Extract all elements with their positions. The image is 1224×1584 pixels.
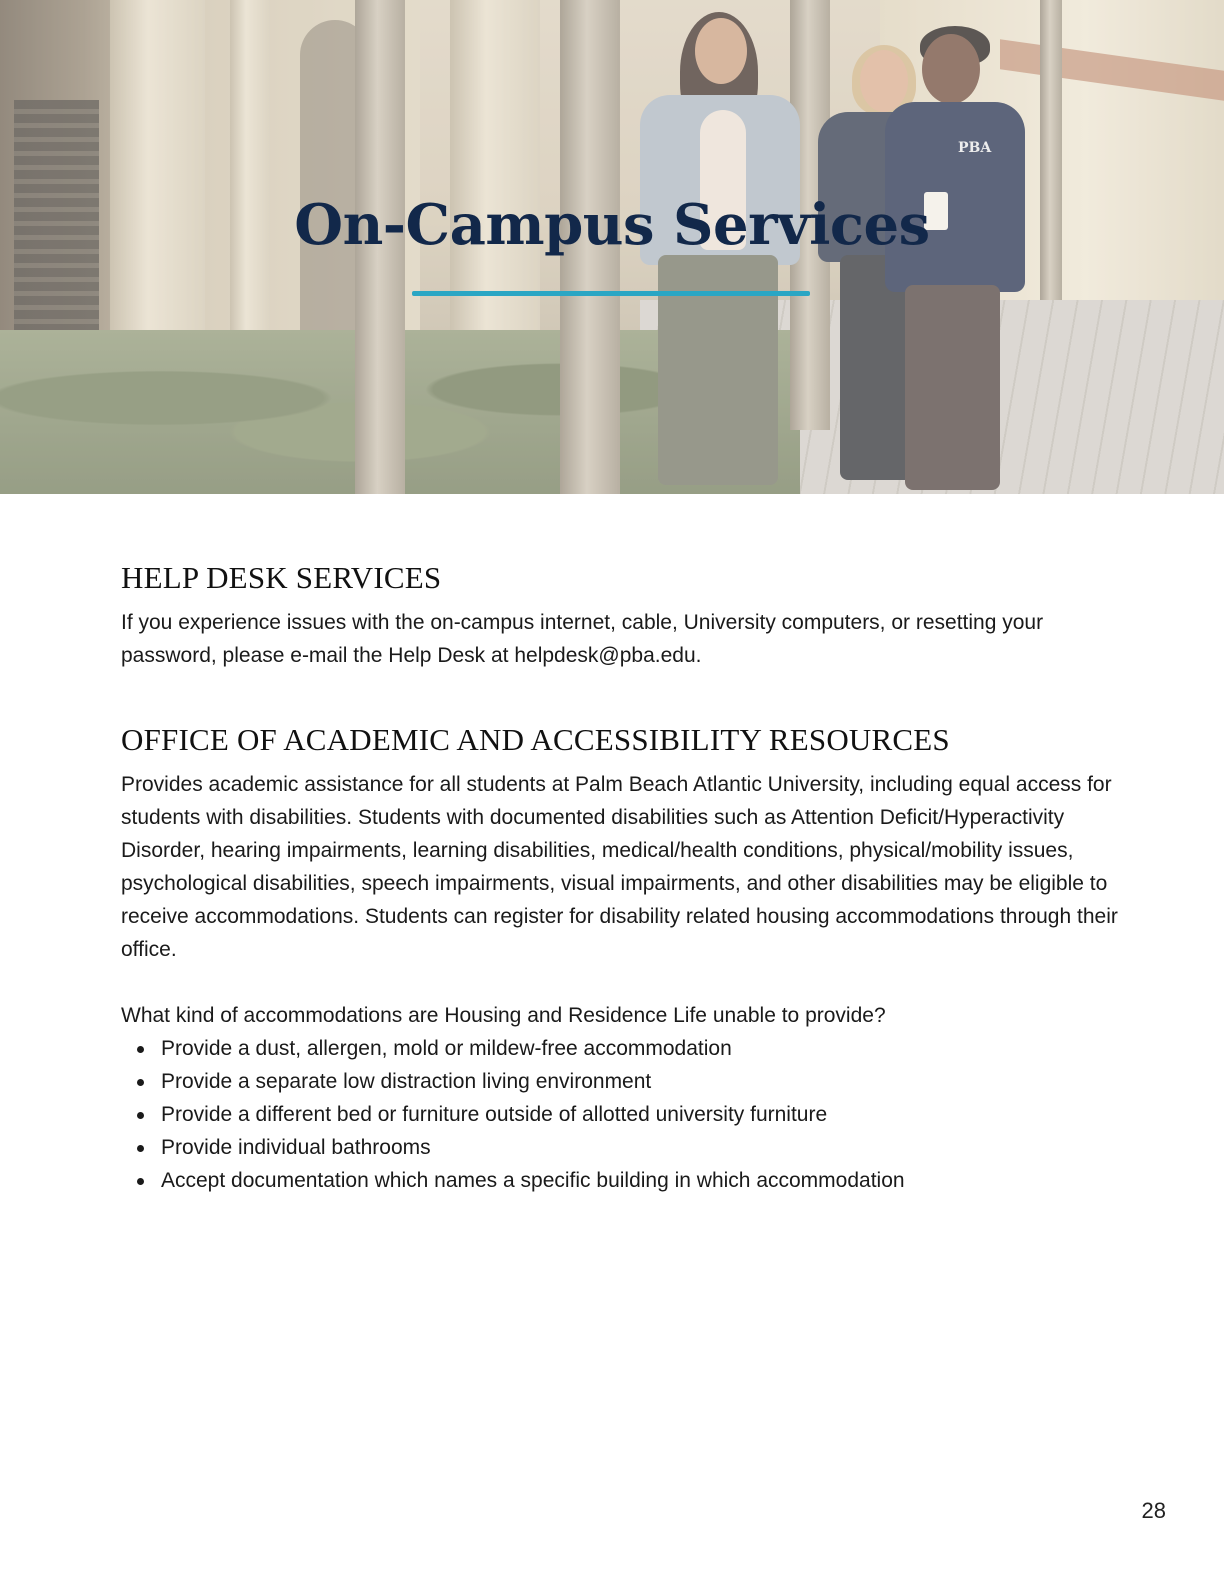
bullet-icon [137, 1112, 144, 1119]
bullet-icon [137, 1145, 144, 1152]
accommodations-question: What kind of accommodations are Housing and Residence Life unable to provide? [121, 1004, 886, 1027]
list-item-text: Provide a separate low distraction living environment [161, 1070, 652, 1093]
title-underline [412, 291, 810, 296]
page-number: 28 [1141, 1498, 1166, 1523]
section-paragraph: If you experience issues with the on-campus internet, cable, University computers, or resetting your password, please e-mail the Help Desk at helpdesk@pba.edu. [121, 611, 1044, 667]
shirt-logo-text: PBA [958, 140, 992, 156]
accessibility-section [121, 722, 1121, 1197]
list-item-text: Provide individual bathrooms [161, 1136, 431, 1159]
list-item [121, 1164, 1121, 1197]
bullet-icon [137, 1046, 144, 1053]
page-title: On-Campus Services [294, 192, 930, 258]
section-heading: OFFICE OF ACADEMIC AND ACCESSIBILITY RESOURCES [121, 722, 950, 757]
bullet-icon [137, 1178, 144, 1185]
list-item [121, 1065, 1121, 1098]
list-item [121, 1032, 1121, 1065]
help-desk-section [121, 560, 1121, 672]
list-item-text: Provide a different bed or furniture outside of allotted university furniture [161, 1103, 828, 1126]
bullet-icon [137, 1079, 144, 1086]
section-paragraph: Provides academic assistance for all students at Palm Beach Atlantic University, including equal access for students with disabilities. Students with documented disabilities such as Attention Deficit/Hyperactivity Disorder, hearing impairments, learning disabilities, medical/health conditions, physical/mobility issues, psychological disabilities, speech impairments, visual impairments, and other disabilities may be eligible to receive accommodations. Students can register for disability related housing accommodations through their office. [121, 773, 1118, 961]
section-heading: HELP DESK SERVICES [121, 560, 442, 595]
main-content [121, 560, 1121, 1197]
list-item-text: Provide a dust, allergen, mold or mildew-free accommodation [161, 1037, 732, 1060]
list-item [121, 1098, 1121, 1131]
list-item-text: Accept documentation which names a specific building in which accommodation [161, 1169, 905, 1192]
accommodations-list [121, 1032, 1121, 1197]
list-item [121, 1131, 1121, 1164]
